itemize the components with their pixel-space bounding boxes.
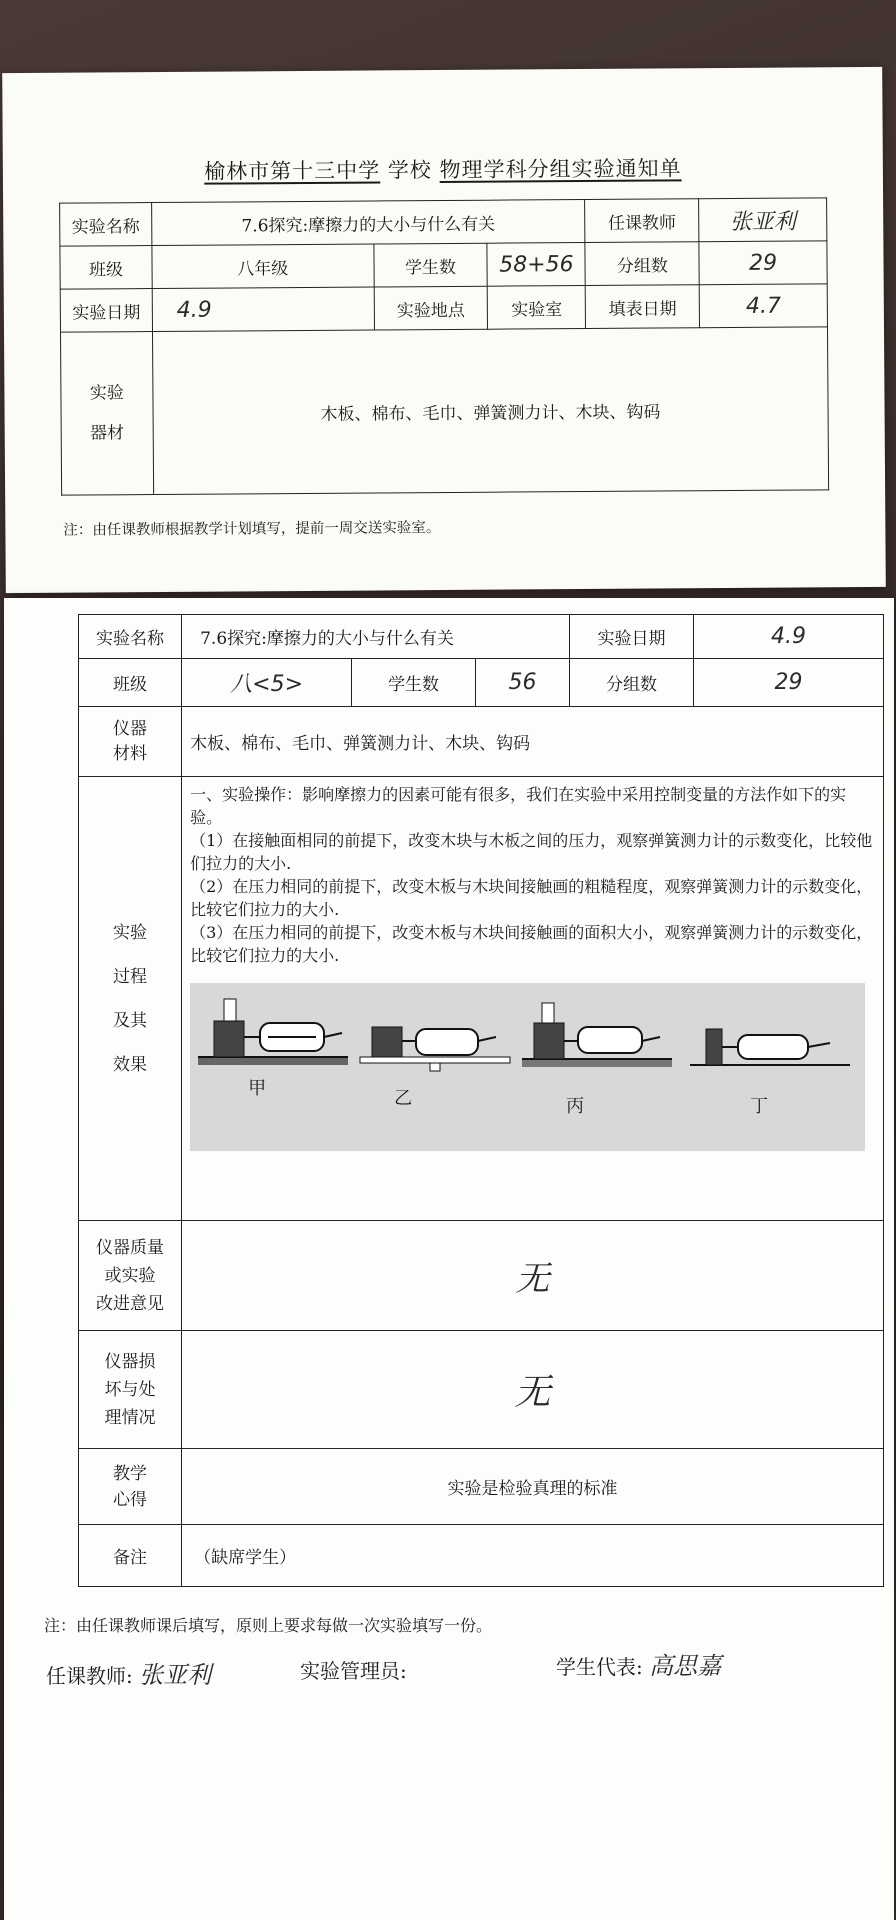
value-name: 7.6探究:摩擦力的大小与什么有关 <box>182 615 570 659</box>
value-date: 4.9 <box>694 615 884 659</box>
label-class: 班级 <box>79 659 182 707</box>
setup-ding <box>690 1029 850 1065</box>
label-teacher: 任课教师 <box>585 199 699 243</box>
process-intro: 一、实验操作：影响摩擦力的因素可能有很多，我们在实验中采用控制变量的方法作如下的实验。 <box>190 785 847 827</box>
label-quality-3: 改进意见 <box>96 1293 165 1314</box>
sig-admin <box>300 1655 407 1684</box>
sig-teacher-label: 任课教师: <box>46 1664 133 1688</box>
label-process <box>79 777 182 1221</box>
label-date: 实验日期 <box>570 615 694 659</box>
label-process-4: 效果 <box>113 1054 148 1075</box>
sig-student-label: 学生代表: <box>556 1655 643 1679</box>
label-teaching-1: 教学 <box>113 1463 148 1484</box>
setup-yi <box>360 1027 510 1071</box>
title-rest: 物理学科分组实验通知单 <box>439 156 682 183</box>
sig-teacher-value: 张亚利 <box>139 1661 212 1689</box>
label-fill-date: 填表日期 <box>586 285 700 329</box>
label-bing: 丙 <box>566 1096 585 1117</box>
label-name: 实验名称 <box>79 615 182 659</box>
label-class: 班级 <box>60 246 152 290</box>
process-step-3: （3）在压力相同的前提下，改变木板与木块间接触画的面积大小，观察弹簧测力计的示数变化，比较它们拉力的大小. <box>190 923 873 965</box>
label-students: 学生数 <box>373 243 487 287</box>
value-quality: 无 <box>182 1221 884 1331</box>
label-process-1: 实验 <box>113 922 148 943</box>
value-place: 实验室 <box>488 286 586 330</box>
setup-bing <box>522 1003 672 1067</box>
value-students: 58+56 <box>487 243 585 287</box>
title-mid: 学校 <box>387 158 432 183</box>
label-process-3: 及其 <box>113 1010 148 1031</box>
sig-admin-label: 实验管理员: <box>300 1659 407 1683</box>
value-equipment: 木板、棉布、毛巾、弹簧测力计、木块、钩码 <box>182 707 884 777</box>
value-damage: 无 <box>182 1331 884 1449</box>
value-equipment: 木板、棉布、毛巾、弹簧测力计、木块、钩码 <box>152 327 828 495</box>
value-groups: 29 <box>699 241 827 285</box>
value-fill-date: 4.7 <box>699 284 827 328</box>
sig-student <box>556 1646 721 1681</box>
label-jia: 甲 <box>248 1078 267 1099</box>
record-note: 注：由任课教师课后填写，原则上要求每做一次实验填写一份。 <box>44 1616 493 1635</box>
label-ding: 丁 <box>750 1096 769 1117</box>
label-equipment-1: 实验 <box>89 383 124 404</box>
value-groups: 29 <box>694 659 884 707</box>
process-content <box>182 777 884 1221</box>
label-equipment <box>79 707 182 777</box>
label-damage-3: 理情况 <box>104 1407 156 1428</box>
label-groups: 分组数 <box>570 659 694 707</box>
label-remark: 备注 <box>79 1525 182 1587</box>
label-equipment-1: 仪器 <box>113 718 148 739</box>
label-damage-2: 坏与处 <box>104 1379 156 1400</box>
label-yi: 乙 <box>394 1088 413 1109</box>
school-name: 榆林市第十三中学 <box>204 158 381 184</box>
notice-note: 注：由任课教师根据教学计划填写，提前一周交送实验室。 <box>63 520 441 539</box>
label-quality <box>79 1221 182 1331</box>
value-remark: （缺席学生） <box>182 1525 884 1587</box>
label-students: 学生数 <box>352 659 476 707</box>
notice-sheet <box>2 67 886 593</box>
setup-jia <box>198 999 348 1065</box>
label-place: 实验地点 <box>374 286 488 330</box>
value-teaching: 实验是检验真理的标准 <box>182 1449 884 1525</box>
experiment-diagram <box>190 983 865 1151</box>
value-class: 八<5> <box>182 659 352 707</box>
value-name: 7.6探究:摩擦力的大小与什么有关 <box>151 200 585 246</box>
experiment-figure <box>190 983 865 1151</box>
label-process-2: 过程 <box>113 966 148 987</box>
record-sheet <box>4 598 894 1920</box>
notice-table <box>59 197 829 495</box>
process-step-2: （2）在压力相同的前提下，改变木板与木块间接触画的粗糙程度，观察弹簧测力计的示数变化，比较它们拉力的大小. <box>190 877 873 919</box>
label-equipment-2: 器材 <box>90 423 125 444</box>
label-name: 实验名称 <box>60 203 152 247</box>
value-class: 八年级 <box>152 244 374 289</box>
label-quality-1: 仪器质量 <box>96 1237 165 1258</box>
record-table <box>78 614 884 1587</box>
label-date: 实验日期 <box>60 289 152 333</box>
notice-title <box>3 151 883 187</box>
label-damage <box>79 1331 182 1449</box>
sig-teacher <box>46 1655 211 1690</box>
label-teaching-2: 心得 <box>113 1489 148 1510</box>
process-step-1: （1）在接触面相同的前提下，改变木块与木板之间的压力，观察弹簧测力计的示数变化，比较他们拉力的大小. <box>190 831 873 873</box>
label-equipment <box>61 332 154 496</box>
value-students: 56 <box>476 659 570 707</box>
value-date: 4.9 <box>152 287 374 332</box>
label-teaching <box>79 1449 182 1525</box>
label-groups: 分组数 <box>585 242 699 286</box>
label-equipment-2: 材料 <box>113 743 148 764</box>
value-teacher: 张亚利 <box>699 198 827 242</box>
sig-student-value: 高思嘉 <box>649 1652 722 1680</box>
label-quality-2: 或实验 <box>104 1265 156 1286</box>
label-damage-1: 仪器损 <box>104 1351 156 1372</box>
